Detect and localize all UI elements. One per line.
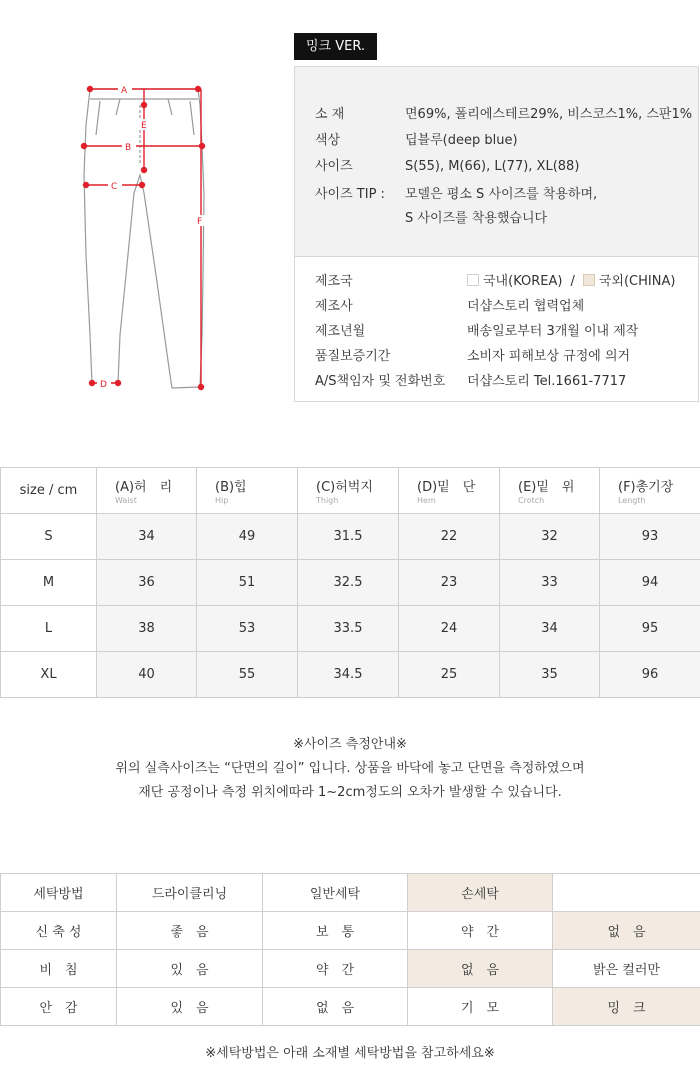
size-row xyxy=(315,155,579,174)
notes-title: ※사이즈 측정안내※ xyxy=(293,737,407,752)
table-cell: 약 간 xyxy=(408,912,553,950)
maker-value: 더샵스토리 협력업체 xyxy=(467,299,585,314)
table-cell: 밝은 컬러만 xyxy=(553,950,700,988)
size-label: L xyxy=(1,606,97,652)
wash-table xyxy=(0,873,700,1026)
table-cell: 94 xyxy=(600,560,700,606)
size-tip-value: 모델은 평소 S 사이즈를 착용하며, xyxy=(405,187,598,202)
table-cell: 93 xyxy=(600,514,700,560)
label-f: F xyxy=(197,217,203,227)
material-info xyxy=(295,67,698,257)
table-cell: 있 음 xyxy=(117,950,263,988)
table-cell: 36 xyxy=(97,560,197,606)
header-label: (C)허벅지 xyxy=(316,480,373,495)
table-cell-selected: 없 음 xyxy=(408,950,553,988)
maker-row xyxy=(315,295,584,314)
table-cell xyxy=(553,874,700,912)
table-cell: 34 xyxy=(97,514,197,560)
label-d: D xyxy=(100,380,107,390)
as-contact-value: 더샵스토리 Tel.1661-7717 xyxy=(467,374,627,389)
table-cell: 38 xyxy=(97,606,197,652)
size-tip-line2: S 사이즈를 착용했습니다 xyxy=(405,211,548,226)
table-row xyxy=(1,652,700,698)
warranty-value: 소비자 피해보상 규정에 의거 xyxy=(467,349,631,364)
header-thigh xyxy=(298,468,399,514)
size-tip-key: 사이즈 TIP : xyxy=(315,187,385,202)
table-cell: 96 xyxy=(600,652,700,698)
material-row xyxy=(315,103,692,122)
table-cell: 22 xyxy=(399,514,500,560)
notes-line: 위의 실측사이즈는 “단면의 길이” 입니다. 상품을 바닥에 놓고 단면을 측정하였으며 xyxy=(115,761,585,776)
size-notes xyxy=(0,733,700,805)
table-cell: 23 xyxy=(399,560,500,606)
version-tag: 밍크 VER. xyxy=(294,33,377,60)
table-cell: 드라이클리닝 xyxy=(117,874,263,912)
table-cell-selected: 없 음 xyxy=(553,912,700,950)
product-info-box xyxy=(294,66,699,402)
table-cell: 40 xyxy=(97,652,197,698)
stretch-label: 신 축 성 xyxy=(1,912,117,950)
header-sub: Hem xyxy=(417,496,436,505)
header-hem xyxy=(399,468,500,514)
color-value: 딥블루(deep blue) xyxy=(405,133,518,148)
table-cell-selected: 밍 크 xyxy=(553,988,700,1026)
color-row xyxy=(315,129,518,148)
material-key: 소 재 xyxy=(315,107,345,122)
size-label: M xyxy=(1,560,97,606)
label-e: E xyxy=(141,121,147,131)
table-row xyxy=(1,874,700,912)
header-sub: Hip xyxy=(215,496,229,505)
warranty-row xyxy=(315,345,630,364)
table-cell: 기 모 xyxy=(408,988,553,1026)
size-key: 사이즈 xyxy=(315,159,353,174)
header-crotch xyxy=(500,468,600,514)
as-contact-row xyxy=(315,370,626,389)
header-label: (A)허 리 xyxy=(115,480,173,495)
maker-key: 제조사 xyxy=(315,299,353,314)
origin-korea-checkbox xyxy=(467,274,479,286)
header-label: (B)힙 xyxy=(215,480,247,495)
table-cell: 95 xyxy=(600,606,700,652)
size-value: S(55), M(66), L(77), XL(88) xyxy=(405,159,580,174)
table-cell: 34.5 xyxy=(298,652,399,698)
header-sub: Waist xyxy=(115,496,137,505)
header-length xyxy=(600,468,700,514)
size-table-header xyxy=(1,468,700,514)
header-waist xyxy=(97,468,197,514)
measure-lines xyxy=(82,87,205,390)
label-a: A xyxy=(121,86,128,96)
header-sub: Crotch xyxy=(518,496,545,505)
size-label: XL xyxy=(1,652,97,698)
table-row xyxy=(1,950,700,988)
origin-row xyxy=(315,270,675,289)
table-row xyxy=(1,912,700,950)
size-label: S xyxy=(1,514,97,560)
table-cell: 32 xyxy=(500,514,600,560)
sheer-label: 비 침 xyxy=(1,950,117,988)
table-cell-selected: 손세탁 xyxy=(408,874,553,912)
origin-china: 국외(CHINA) xyxy=(598,274,676,289)
table-cell: 35 xyxy=(500,652,600,698)
table-cell: 49 xyxy=(197,514,298,560)
table-cell: 있 음 xyxy=(117,988,263,1026)
table-cell: 33 xyxy=(500,560,600,606)
table-cell: 25 xyxy=(399,652,500,698)
header-hip xyxy=(197,468,298,514)
header-label: (F)총기장 xyxy=(618,480,674,495)
table-cell: 보 통 xyxy=(263,912,408,950)
made-date-value: 배송일로부터 3개월 이내 제작 xyxy=(467,324,639,339)
pants-diagram-svg xyxy=(60,75,240,405)
table-row xyxy=(1,560,700,606)
wash-footnote: ※세탁방법은 아래 소재별 세탁방법을 참고하세요※ xyxy=(205,1046,495,1061)
header-label: (E)밑 위 xyxy=(518,480,575,495)
label-c: C xyxy=(111,182,118,192)
table-cell: 약 간 xyxy=(263,950,408,988)
table-row xyxy=(1,514,700,560)
as-contact-key: A/S책임자 및 전화번호 xyxy=(315,374,446,389)
header-sub: Length xyxy=(618,496,646,505)
origin-korea: 국내(KOREA) xyxy=(483,274,563,289)
table-cell: 31.5 xyxy=(298,514,399,560)
size-table xyxy=(0,467,700,698)
made-date-row xyxy=(315,320,638,339)
header-label: (D)밑 단 xyxy=(417,480,476,495)
table-cell: 33.5 xyxy=(298,606,399,652)
material-value: 면69%, 폴리에스테르29%, 비스코스1%, 스판1% xyxy=(405,107,693,122)
lining-label: 안 감 xyxy=(1,988,117,1026)
wash-label: 세탁방법 xyxy=(1,874,117,912)
table-cell: 51 xyxy=(197,560,298,606)
origin-china-checkbox xyxy=(583,274,595,286)
table-cell: 24 xyxy=(399,606,500,652)
table-cell: 34 xyxy=(500,606,600,652)
origin-value xyxy=(467,270,675,289)
size-table-corner: size / cm xyxy=(1,468,97,514)
table-cell: 55 xyxy=(197,652,298,698)
table-cell: 일반세탁 xyxy=(263,874,408,912)
made-date-key: 제조년월 xyxy=(315,324,366,339)
color-key: 색상 xyxy=(315,133,341,148)
origin-slash: / xyxy=(570,274,575,289)
header-sub: Thigh xyxy=(316,496,339,505)
origin-key: 제조국 xyxy=(315,274,353,289)
warranty-key: 품질보증기간 xyxy=(315,349,391,364)
table-cell: 53 xyxy=(197,606,298,652)
table-row xyxy=(1,988,700,1026)
label-b: B xyxy=(125,143,132,153)
notes-line: 재단 공정이나 측정 위치에따라 1~2cm정도의 오차가 발생할 수 있습니다. xyxy=(138,785,562,800)
size-tip-row xyxy=(315,183,597,202)
table-cell: 32.5 xyxy=(298,560,399,606)
table-cell: 좋 음 xyxy=(117,912,263,950)
table-row xyxy=(1,606,700,652)
table-cell: 없 음 xyxy=(263,988,408,1026)
pants-measurement-diagram xyxy=(60,75,240,405)
